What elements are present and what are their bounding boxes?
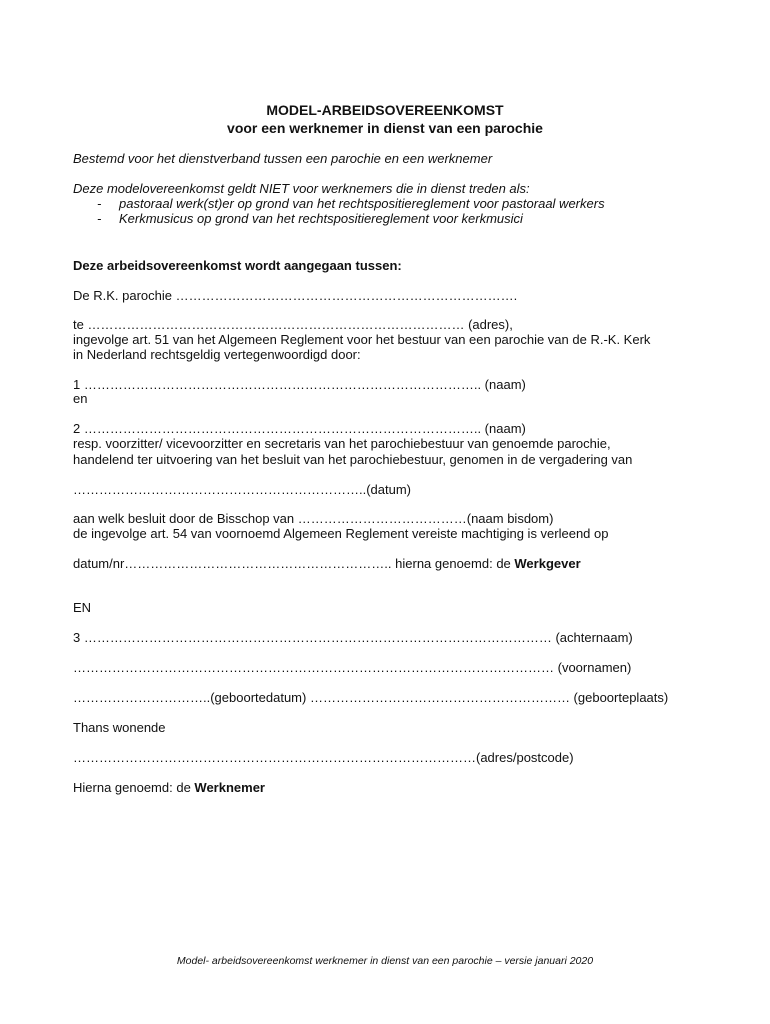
en-separator: EN bbox=[73, 600, 92, 615]
hierna-text: Hierna genoemd: de bbox=[73, 780, 195, 795]
bullet-text: Kerkmusicus op grond van het rechtspositiereglement voor kerkmusici bbox=[119, 211, 523, 226]
parish-field: De R.K. parochie ……………………………………………………………………. bbox=[73, 288, 518, 303]
adres-postcode-field: …………………………………………………………………………………(adres/postcode) bbox=[73, 750, 574, 765]
en-text: en bbox=[73, 391, 88, 406]
achternaam-field: 3 ……………………………………………………………………………………………… (achternaam) bbox=[73, 630, 633, 645]
datum-nr-field bbox=[73, 556, 581, 572]
art54-text: de ingevolge art. 54 van voornoemd Algemeen Reglement vereiste machtiging is verleend op bbox=[73, 526, 609, 541]
parties-heading: Deze arbeidsovereenkomst wordt aangegaan tussen: bbox=[73, 258, 402, 273]
ingevolge-line-2: in Nederland rechtsgeldig vertegenwoordigd door: bbox=[73, 347, 361, 362]
address-field: te …………………………………………………………………………… (adres), bbox=[73, 317, 513, 332]
werknemer-label: Werknemer bbox=[194, 780, 265, 795]
bullet-text: pastoraal werk(st)er op grond van het rechtspositiereglement voor pastoraal werkers bbox=[119, 196, 605, 211]
page-footer: Model- arbeidsovereenkomst werknemer in dienst van een parochie – versie januari 2020 bbox=[176, 955, 594, 967]
not-applicable-heading: Deze modelovereenkomst geldt NIET voor werknemers die in dienst treden als: bbox=[73, 181, 530, 196]
datum-field: …………………………………………………………..(datum) bbox=[73, 482, 412, 497]
bullet-dash: - bbox=[97, 196, 102, 211]
bisschop-field: aan welk besluit door de Bisschop van …………………………………(naam bisdom) bbox=[73, 511, 554, 526]
intro-text: Bestemd voor het dienstverband tussen een parochie en een werknemer bbox=[73, 151, 493, 166]
handelend-text: handelend ter uitvoering van het besluit van het parochiebestuur, genomen in de vergadering van bbox=[73, 452, 633, 467]
datum-nr-text: datum/nr…………………………………………………….. hierna genoemd: de bbox=[73, 556, 515, 571]
bullet-dash: - bbox=[97, 211, 102, 226]
ingevolge-line-1: ingevolge art. 51 van het Algemeen Reglement voor het bestuur van een parochie van de R.-K. Kerk bbox=[73, 332, 651, 347]
thans-wonende-text: Thans wonende bbox=[73, 720, 166, 735]
name2-field: 2 ……………………………………………………………………………….. (naam) bbox=[73, 421, 526, 436]
voornamen-field: ………………………………………………………………………………………………… (voornamen) bbox=[73, 660, 632, 675]
document-title: MODEL-ARBEIDSOVEREENKOMST bbox=[266, 102, 504, 118]
name1-field: 1 ……………………………………………………………………………….. (naam) bbox=[73, 377, 526, 392]
werkgever-label: Werkgever bbox=[514, 556, 581, 571]
document-subtitle: voor een werknemer in dienst van een parochie bbox=[227, 120, 543, 136]
hierna-werknemer bbox=[73, 780, 265, 796]
geboorte-field: …………………………..(geboortedatum) …………………………………………………… (geboorteplaats) bbox=[73, 690, 669, 705]
resp-text: resp. voorzitter/ vicevoorzitter en secretaris van het parochiebestuur van genoemde parochie, bbox=[73, 436, 611, 451]
